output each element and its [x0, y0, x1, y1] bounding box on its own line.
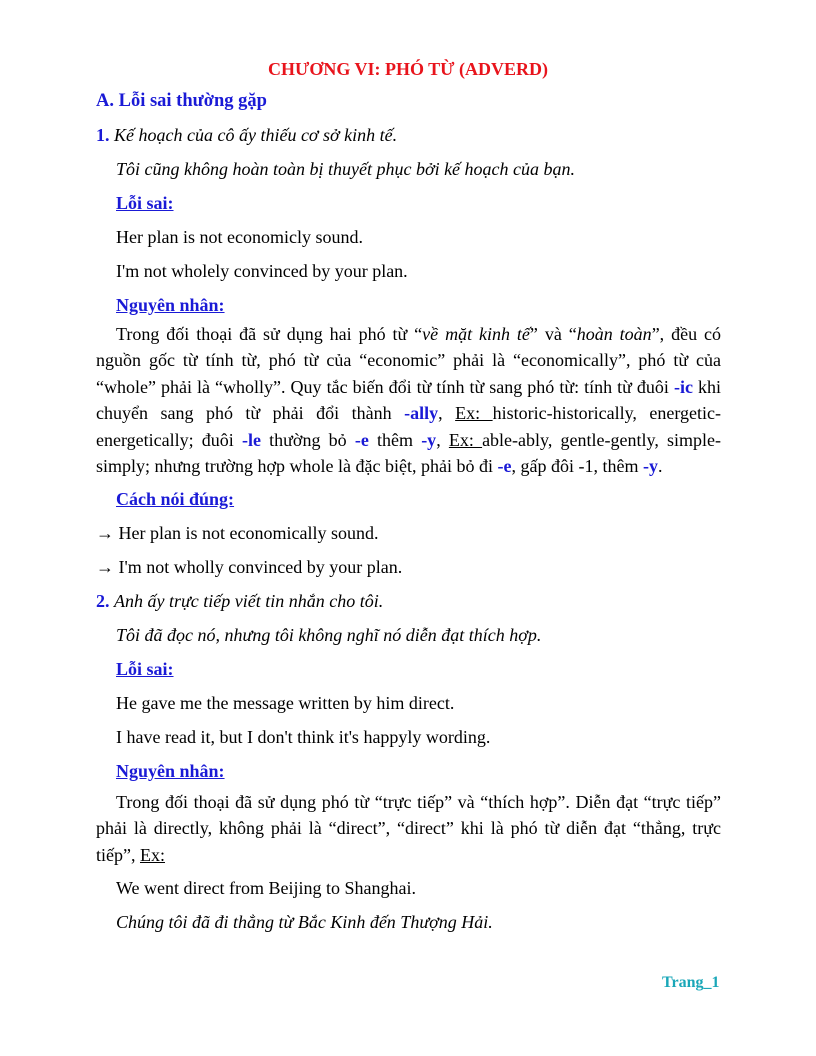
cause-italic: hoàn toàn [576, 324, 652, 344]
chapter-title: CHƯƠNG VI: PHÓ TỪ (ADVERD) [268, 59, 548, 79]
cause-text: thêm [368, 429, 422, 450]
item2-vietnamese-line1 [96, 590, 383, 612]
item1-cause-label: Nguyên nhân: [116, 295, 225, 315]
item2-example-sentence: We went direct from Beijing to Shanghai. [116, 878, 416, 898]
item2-vietnamese-line2: Tôi đã đọc nó, nhưng tôi không nghĩ nó diễn đạt thích hợp. [116, 625, 542, 645]
example-marker: Ex: [139, 844, 165, 865]
cause-text: able-ably, gentle-gently, simple-simply; nhưng trường hợp whole là đặc biệt, phải bỏ đi [96, 429, 722, 477]
item1-error-label: Lỗi sai: [116, 193, 174, 213]
item2-cause-paragraph [96, 789, 721, 868]
cause-text: Trong đối thoại đã sử dụng phó từ “trực tiếp” và “thích hợp”. Diễn đạt “trực tiếp” phải là directly, không phải là “direct”, “direct” khi là phó từ diễn đạt “thẳng, trực tiếp”, [96, 792, 721, 865]
cause-text: , [436, 429, 449, 450]
suffix-highlight: -ic [673, 376, 693, 397]
item1-correct-sentence-1: → Her plan is not economically sound. [96, 523, 379, 543]
item1-vietnamese-line1 [96, 124, 397, 146]
item1-error-sentence-1: Her plan is not economicly sound. [116, 227, 363, 247]
item1-correct-label: Cách nói đúng: [116, 489, 235, 509]
cause-italic: về mặt kinh tế [422, 324, 530, 344]
item2-vi1-text: Anh ấy trực tiếp viết tin nhắn cho tôi. [114, 591, 384, 611]
cause-text: Trong đối thoại đã sử dụng hai phó từ “ [116, 324, 423, 344]
item2-error-sentence-2: I have read it, but I don't think it's happyly wording. [116, 727, 491, 747]
suffix-highlight: -y [642, 456, 658, 477]
suffix-highlight: -ally [404, 403, 439, 424]
cause-text: thường bỏ [260, 429, 355, 450]
suffix-highlight: -e [497, 456, 512, 477]
item1-number: 1. [96, 125, 110, 145]
item2-error-label: Lỗi sai: [116, 659, 174, 679]
example-marker: Ex: [448, 429, 483, 450]
suffix-highlight: -y [421, 429, 437, 450]
item1-cause-paragraph [96, 321, 721, 479]
item1-vi1-text: Kế hoạch của cô ấy thiếu cơ sở kinh tế. [114, 125, 398, 145]
example-marker: Ex: [455, 403, 493, 424]
page-number: Trang_1 [662, 974, 720, 991]
item1-error-sentence-2: I'm not wholely convinced by your plan. [116, 261, 408, 281]
item2-number: 2. [96, 591, 110, 611]
section-a-heading: A. Lỗi sai thường gặp [96, 91, 267, 111]
cause-text: , gấp đôi -1, thêm [511, 456, 643, 477]
item2-example-translation: Chúng tôi đã đi thẳng từ Bắc Kinh đến Thượng Hải. [116, 912, 493, 932]
item1-correct-sentence-2: → I'm not wholly convinced by your plan. [96, 557, 403, 577]
item2-cause-label: Nguyên nhân: [116, 761, 225, 781]
cause-text: , [438, 403, 456, 424]
cause-text: ” và “ [529, 324, 577, 344]
item2-error-sentence-1: He gave me the message written by him direct. [116, 693, 455, 713]
item1-vietnamese-line2: Tôi cũng không hoàn toàn bị thuyết phục bởi kế hoạch của bạn. [116, 159, 576, 179]
cause-text: . [657, 456, 663, 477]
cause-text: khi chuyển sang phó từ phải đổi thành [96, 376, 721, 424]
cause-text: historic-historically, energetic-energetically; đuôi [96, 403, 722, 450]
suffix-highlight: -le [242, 429, 261, 450]
suffix-highlight: -e [354, 429, 369, 450]
cause-text: ”, đều có nguồn gốc từ tính từ, phó từ của “economic” phải là “economically”, phó từ của “whole” phải là “wholly”. Quy tắc biến đổi từ tính từ sang phó từ: tính từ đuôi [96, 324, 722, 397]
